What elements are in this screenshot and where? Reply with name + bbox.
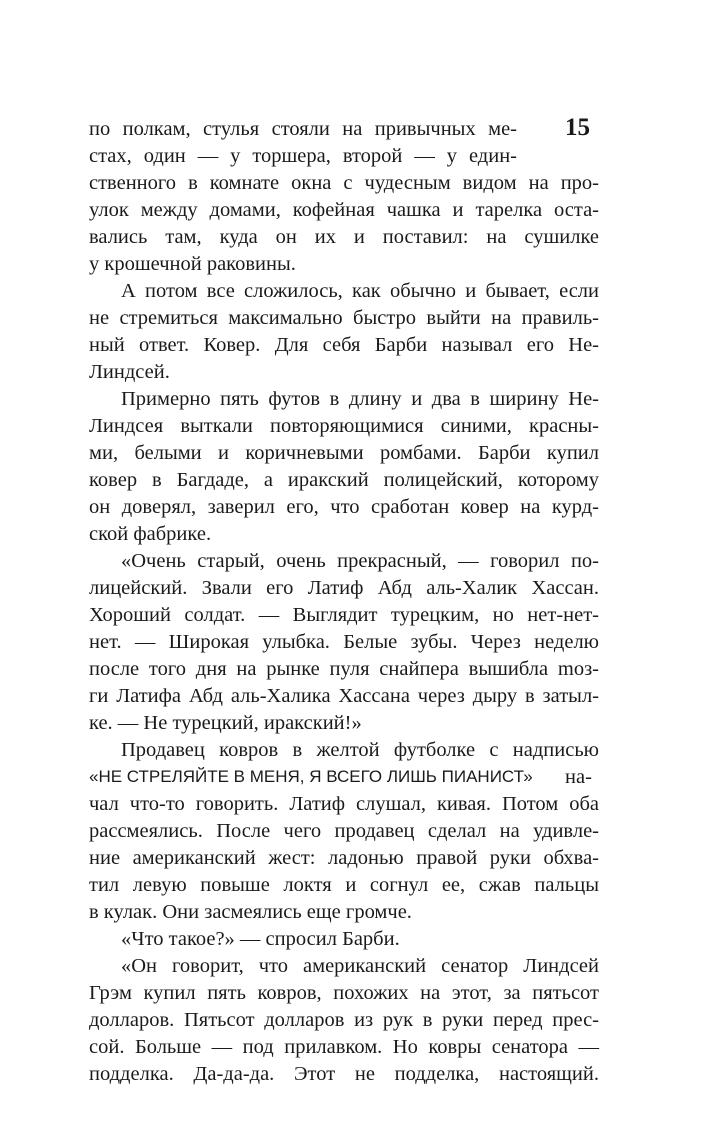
text-line: ние американский жест: ладонью правой руки обхва- xyxy=(89,847,599,869)
text-line: ги Латифа Абд аль-Халика Хассана через дыру в затыл- xyxy=(89,685,599,707)
page-number: 15 xyxy=(565,114,590,141)
text-line: подделка. Да-да-да. Этот не подделка, настоящий. xyxy=(89,1063,599,1085)
text-line: Хороший солдат. — Выглядит турецким, но нет-нет- xyxy=(89,604,599,626)
text-line: не стремиться максимально быстро выйти на правиль- xyxy=(89,307,599,329)
text-line: лицейский. Звали его Латиф Абд аль-Халик Хассан. xyxy=(89,577,599,599)
text-line: Примерно пять футов в длину и два в ширину Не- xyxy=(121,388,599,410)
text-line: ми, белыми и коричневыми ромбами. Барби купил xyxy=(89,442,599,464)
text-line: Линдсей. xyxy=(89,361,170,383)
text-line: он доверял, заверил его, что сработан ковер на курд- xyxy=(89,496,599,518)
text-line: в кулак. Они засмеялись еще громче. xyxy=(89,901,412,923)
text-line: рассмеялись. После чего продавец сделал на удивле- xyxy=(89,820,599,842)
text-line: чал что-то говорить. Латиф слушал, кивая. Потом оба xyxy=(89,793,599,815)
text-line: по полкам, стулья стояли на привычных ме- xyxy=(89,118,517,140)
text-line: Линдсея выткали повторяющимися синими, красны- xyxy=(89,415,599,437)
text-line: сой. Больше — под прилавком. Но ковры сенатора — xyxy=(89,1036,599,1058)
text-line: на- xyxy=(565,766,592,788)
text-line: вались там, куда он их и поставил: на сушилке xyxy=(89,226,599,248)
text-line: «Что такое?» — спросил Барби. xyxy=(121,928,400,950)
text-line: ный ответ. Ковер. Для себя Барби называл его Не- xyxy=(89,334,599,356)
text-line: после того дня на рынке пуля снайпера вышибла moз- xyxy=(89,658,599,680)
text-line: ке. — Не турецкий, иракский!» xyxy=(89,712,362,734)
text-line: ской фабрике. xyxy=(89,523,212,545)
text-line: «Очень старый, очень прекрасный, — говорил по- xyxy=(121,550,599,572)
text-line: «НЕ СТРЕЛЯЙТЕ В МЕНЯ, Я ВСЕГО ЛИШЬ ПИАНИСТ» xyxy=(89,767,533,786)
text-line: стах, один — у торшера, второй — у един- xyxy=(89,145,517,167)
text-line: ственного в комнате окна с чудесным видом на про- xyxy=(89,172,599,194)
text-line: «Он говорит, что американский сенатор Линдсей xyxy=(121,955,599,977)
text-line: ковер в Багдаде, а иракский полицейский, которому xyxy=(89,469,599,491)
text-line: нет. — Широкая улыбка. Белые зубы. Через неделю xyxy=(89,631,599,653)
text-line: А потом все сложилось, как обычно и бывает, если xyxy=(121,280,599,302)
text-line: долларов. Пятьсот долларов из рук в руки перед прес- xyxy=(89,1009,599,1031)
text-line: улок между домами, кофейная чашка и тарелка оста- xyxy=(89,199,599,221)
text-line: тил левую повыше локтя и согнул ее, сжав пальцы xyxy=(89,874,599,896)
text-line: Продавец ковров в желтой футболке с надписью xyxy=(121,739,599,761)
text-line: Грэм купил пять ковров, похожих на этот, за пятьсот xyxy=(89,982,599,1004)
text-line: у крошечной раковины. xyxy=(89,253,296,275)
